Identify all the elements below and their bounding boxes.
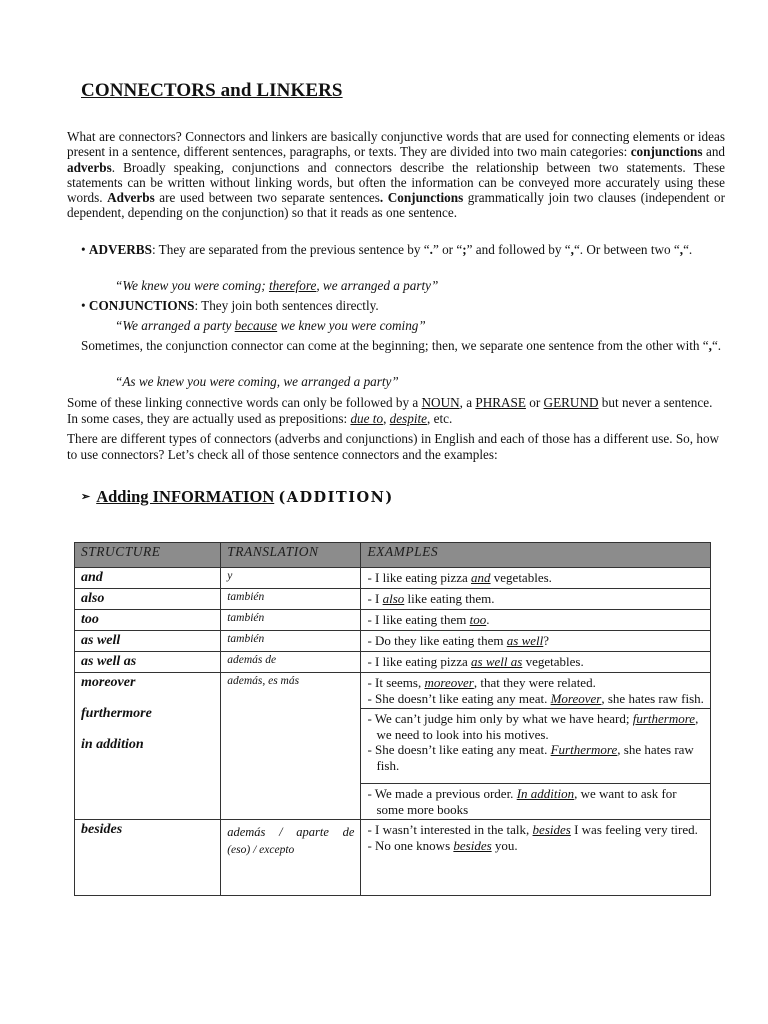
translation-cell: también: [221, 610, 361, 631]
para-text: ,: [383, 410, 390, 426]
translation-cell: también: [221, 631, 361, 652]
example-text: .: [486, 612, 490, 627]
connectors-table: [74, 542, 711, 896]
example-cell: [361, 568, 711, 589]
example-line: [367, 742, 704, 773]
example-line: [367, 654, 704, 670]
bullet-text: ” or “: [432, 242, 463, 257]
bullet-conjunctions: • CONJUNCTIONS: They join both sentences directly.: [81, 298, 379, 313]
example-quote: “As we knew you were coming, we arranged a party”: [115, 374, 399, 389]
example-text: - She doesn’t like eating any meat.: [367, 742, 551, 757]
example-line: [367, 633, 704, 649]
punct: ,: [570, 242, 574, 257]
example-line: [367, 711, 704, 742]
example-cell: [361, 709, 711, 784]
example-text: - No one knows: [367, 837, 454, 853]
intro-text: are used between two separate sentences: [154, 190, 380, 206]
structure-cell: and: [75, 568, 221, 589]
intro-paragraph: [67, 129, 725, 221]
example-text: ?: [543, 633, 550, 648]
punct: ,: [679, 242, 684, 257]
table-row: [75, 652, 711, 673]
example-text: - I like eating pizza: [367, 654, 472, 669]
example-cell: [361, 820, 711, 896]
example-text: vegetables.: [490, 570, 552, 585]
linking-words-paragraph: [67, 395, 725, 426]
example-text: I was feeling very tired.: [570, 822, 698, 837]
structure-cell: as well: [75, 631, 221, 652]
connector-word: because: [234, 318, 278, 333]
example-text: - She doesn’t like eating any meat.: [367, 690, 551, 706]
translation-cell: además de: [221, 652, 361, 673]
structure-cell: as well as: [75, 652, 221, 673]
punct: .: [429, 242, 433, 257]
example-text: - We can’t judge him only by what we have heard;: [367, 711, 633, 726]
header-translation: TRANSLATION: [221, 543, 361, 568]
intro-text: . Broadly speaking, conjunctions and connectors describe the relationship between two statements. These statements can be written without linking words, but often the information can be conveyed more accurately using these words.: [67, 159, 725, 206]
bullet-adverbs: • ADVERBS: They are separated from the previous sentence by “.” or “;” and followed by “,“. Or between two “,“.: [81, 242, 693, 257]
example-text: you.: [491, 837, 518, 853]
translation-cell: [221, 820, 361, 896]
example-line: [367, 675, 704, 691]
connector-word: besides: [532, 822, 571, 837]
structure-moreover: moreover: [81, 675, 136, 690]
example-cell: [361, 673, 711, 709]
term-adverbs: Adverbs: [107, 190, 155, 206]
para-text: but never a sentence. In some cases, they are actually used as prepositions:: [67, 395, 713, 426]
connector-word: furthermore: [632, 711, 696, 726]
term-conjunctions: Conjunctions: [383, 190, 464, 206]
table-row: [75, 820, 711, 896]
table-row: [75, 568, 711, 589]
connector-word: besides: [453, 837, 492, 853]
example-line: [367, 838, 704, 854]
para-text: “.: [711, 338, 722, 353]
intro-text: and: [702, 144, 726, 160]
term-noun: NOUN: [421, 395, 460, 410]
quote-text: we knew you were coming”: [277, 318, 426, 333]
quote-text: “We knew you were coming;: [115, 278, 269, 293]
sometimes-paragraph: [81, 338, 725, 354]
intro-period: .: [379, 190, 384, 206]
para-text: or: [525, 395, 544, 410]
term-adverbs: adverbs: [67, 159, 112, 175]
example-text: , we want to ask for some more books: [376, 786, 677, 817]
example-text: , that they were related.: [473, 675, 596, 690]
structure-cell: besides: [75, 820, 221, 896]
connector-word: too: [469, 612, 487, 627]
example-cell: [361, 652, 711, 673]
para-text: Sometimes, the conjunction connector can come at the beginning; then, we separate one sentence from the other with “: [81, 338, 709, 353]
example-line: [367, 591, 704, 607]
bullet-text: “.: [683, 242, 693, 257]
types-paragraph: There are different types of connectors (adverbs and conjunctions) in English and each of those has a different use. So, how to use connectors? Let’s check all of those sentence connectors and the examples:: [67, 431, 720, 462]
quote-text: “We arranged a party: [115, 318, 235, 333]
table-row: [75, 673, 711, 709]
term-gerund: GERUND: [543, 395, 599, 410]
punct: ;: [462, 242, 467, 257]
example-text: like eating them.: [404, 591, 495, 606]
term-due-to: due to: [350, 410, 384, 426]
structure-in-addition: in addition: [81, 737, 144, 752]
translation-text: (eso) / excepto: [227, 844, 295, 856]
example-text: - We made a previous order.: [367, 786, 517, 801]
bullet-text: “. Or between two “: [573, 242, 680, 257]
example-text: , she hates raw fish.: [376, 742, 694, 773]
intro-text: grammatically join two clauses (independent or dependent, depending on the conjunction) so that it reads as one sentence.: [67, 190, 725, 221]
table-header-row: [75, 543, 711, 568]
table-row: [75, 589, 711, 610]
example-cell: [361, 589, 711, 610]
connector-word: Moreover: [550, 690, 602, 706]
connector-word: therefore: [268, 278, 317, 293]
punct: ,: [708, 338, 712, 353]
connector-word: In addition: [516, 786, 575, 801]
connector-word: as well: [506, 633, 544, 648]
connector-word: moreover: [424, 675, 474, 690]
term-conjunctions: conjunctions: [630, 144, 703, 160]
connector-word: also: [382, 591, 405, 606]
connector-word: as well as: [471, 654, 523, 669]
example-text: - I like eating them: [367, 612, 470, 627]
table-row: [75, 610, 711, 631]
quote-text: , we arranged a party”: [316, 278, 439, 293]
header-structure: STRUCTURE: [75, 543, 221, 568]
para-text: , a: [459, 395, 476, 410]
example-cell: [361, 784, 711, 820]
example-text: - I like eating pizza: [367, 570, 472, 585]
structure-cell: also: [75, 589, 221, 610]
arrow-bullet-icon: ➢: [81, 491, 91, 503]
example-line: [367, 691, 704, 707]
example-text: - It seems,: [367, 675, 425, 690]
bullet-label: CONJUNCTIONS: [88, 298, 195, 313]
term-despite: despite: [389, 410, 428, 426]
example-text: , she hates raw fish.: [601, 690, 704, 706]
para-text: Some of these linking connective words can only be followed by a: [67, 395, 422, 410]
section-title: Adding INFORMATION: [96, 487, 275, 506]
example-line: [367, 570, 704, 586]
translation-cell: también: [221, 589, 361, 610]
intro-text: What are connectors? Connectors and linkers are basically conjunctive words that are used for connecting elements or ideas present in a sentence, different sentences, paragraphs, or texts. They are divided into two main categories:: [67, 129, 725, 160]
section-heading: [81, 487, 394, 507]
example-text: - Do they like eating them: [367, 633, 507, 648]
example-quote: [115, 278, 438, 294]
bullet-text: : They are separated from the previous sentence by “: [151, 242, 430, 257]
term-phrase: PHRASE: [475, 395, 526, 410]
bullet-text: : They join both sentences directly.: [194, 298, 379, 313]
example-text: - I wasn’t interested in the talk,: [367, 822, 533, 837]
connector-word: and: [471, 570, 491, 585]
table-row: [75, 631, 711, 652]
translation-cell: además, es más: [221, 673, 361, 820]
example-text: vegetables.: [522, 654, 584, 669]
structure-cell: [75, 673, 221, 820]
connector-word: Furthermore: [550, 742, 618, 757]
bullet-label: ADVERBS: [88, 242, 152, 257]
example-cell: [361, 631, 711, 652]
example-line: [367, 612, 704, 628]
para-text: , etc.: [427, 410, 453, 426]
structure-furthermore: furthermore: [81, 706, 152, 721]
bullet-text: ” and followed by “: [466, 242, 571, 257]
example-text: , we need to look into his motives.: [376, 711, 699, 742]
translation-cell: y: [221, 568, 361, 589]
example-line: [367, 822, 704, 838]
section-subtitle: (ADDITION): [278, 489, 394, 506]
page-title: CONNECTORS and LINKERS: [81, 80, 343, 101]
structure-cell: too: [75, 610, 221, 631]
example-cell: [361, 610, 711, 631]
example-text: - I: [367, 591, 383, 606]
example-line: [367, 786, 704, 817]
header-examples: EXAMPLES: [361, 543, 711, 568]
translation-text: además / aparte de: [227, 825, 355, 839]
spacer: [367, 773, 704, 781]
example-quote: [115, 318, 426, 334]
